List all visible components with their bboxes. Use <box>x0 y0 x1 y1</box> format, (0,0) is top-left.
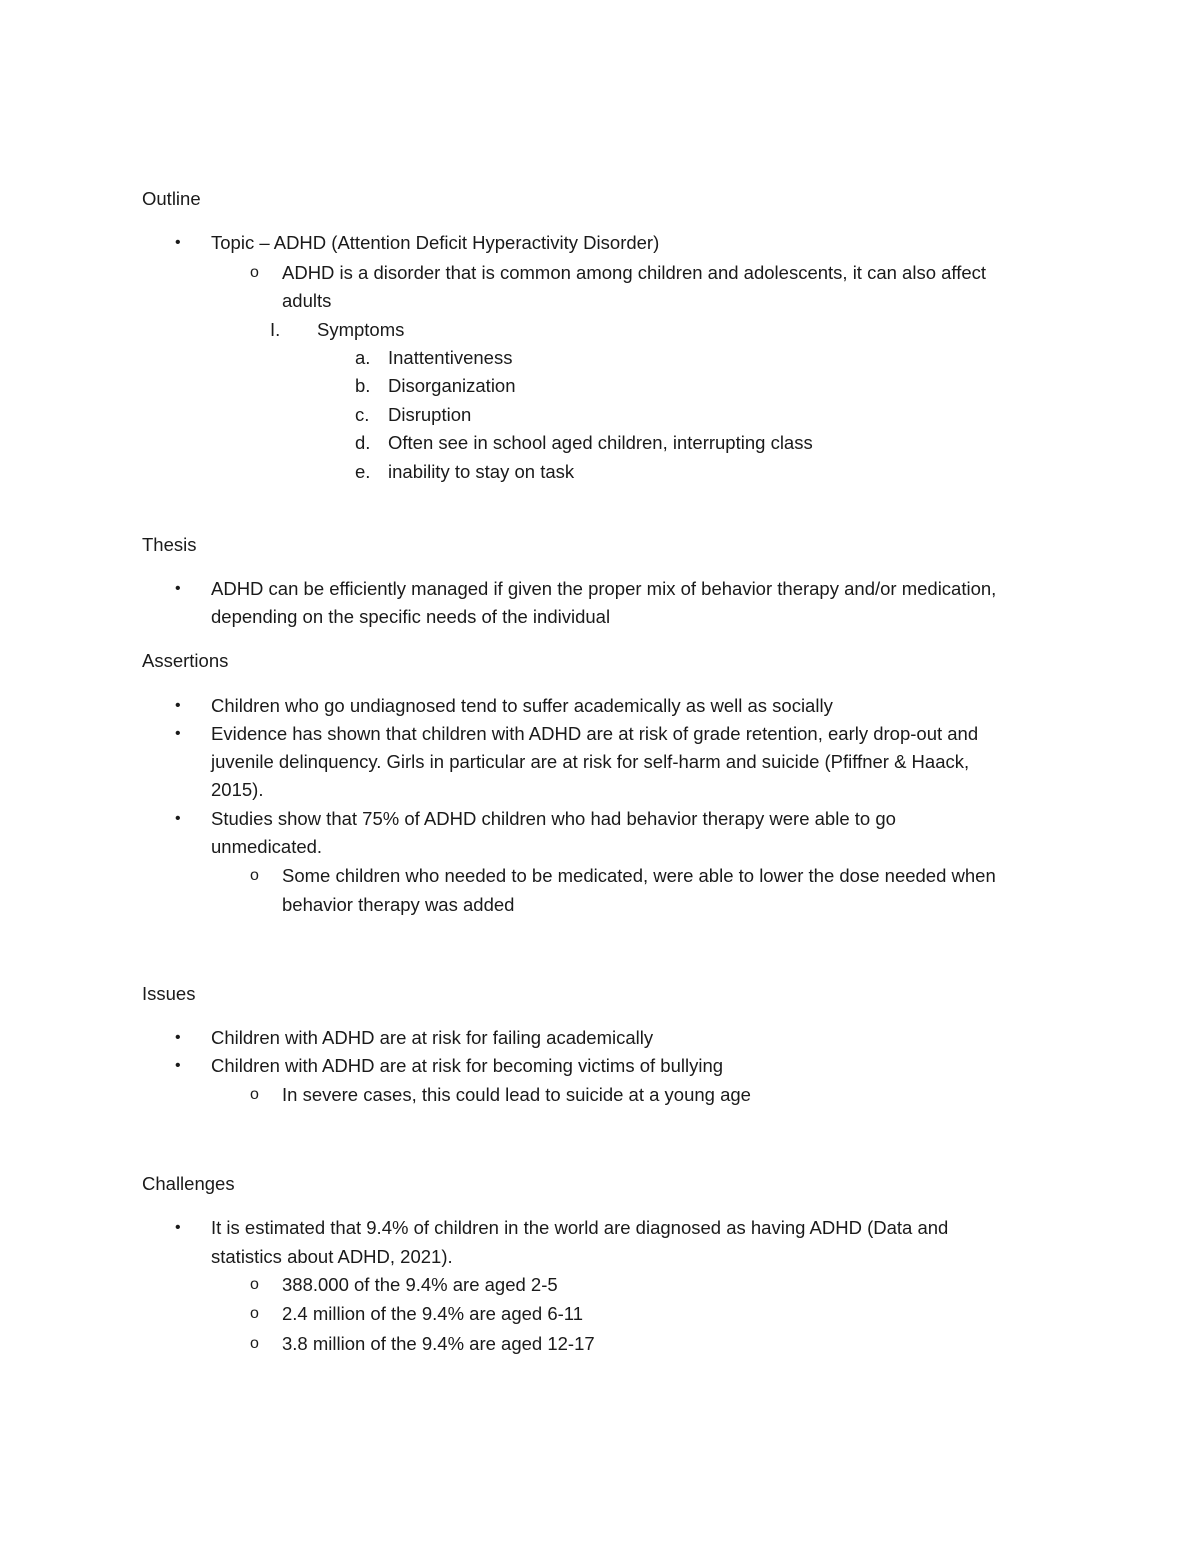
challenge-sub-item: 388.000 of the 9.4% are aged 2-5 <box>282 1274 558 1295</box>
roman-marker: I. <box>270 319 281 340</box>
outline-description-line-2: adults <box>282 290 332 311</box>
symptom-item: inability to stay on task <box>388 461 575 482</box>
symptoms-label: Symptoms <box>317 319 405 340</box>
bullet-marker: • <box>175 810 181 827</box>
sub-bullet-marker: o <box>250 867 259 884</box>
symptom-marker: d. <box>355 432 371 453</box>
assertion-item-2-line-1: Evidence has shown that children with ADHD are at risk of grade retention, early drop-out and <box>211 723 979 744</box>
thesis-line-2: depending on the specific needs of the individual <box>211 606 611 627</box>
assertion-item-1: Children who go undiagnosed tend to suffer academically as well as socially <box>211 695 833 716</box>
sub-bullet-marker: o <box>250 1086 259 1103</box>
symptom-marker: e. <box>355 461 371 482</box>
issue-item-1: Children with ADHD are at risk for failing academically <box>211 1027 654 1048</box>
bullet-marker: • <box>175 580 181 597</box>
heading-thesis: Thesis <box>142 534 197 555</box>
sub-bullet-marker: o <box>250 264 259 281</box>
heading-issues: Issues <box>142 983 196 1004</box>
heading-assertions: Assertions <box>142 650 229 671</box>
bullet-marker: • <box>175 697 181 714</box>
assertion-item-3-line-2: unmedicated. <box>211 836 323 857</box>
bullet-marker: • <box>175 234 181 251</box>
sub-bullet-marker: o <box>250 1335 259 1352</box>
challenge-item-line-2: statistics about ADHD, 2021). <box>211 1246 453 1267</box>
outline-topic: Topic – ADHD (Attention Deficit Hyperactivity Disorder) <box>211 232 660 253</box>
bullet-marker: • <box>175 1029 181 1046</box>
challenge-sub-item: 2.4 million of the 9.4% are aged 6-11 <box>282 1303 583 1324</box>
assertion-sub-line-2: behavior therapy was added <box>282 894 515 915</box>
sub-bullet-marker: o <box>250 1305 259 1322</box>
assertion-item-2-line-3: 2015). <box>211 779 264 800</box>
heading-challenges: Challenges <box>142 1173 235 1194</box>
challenge-item-line-1: It is estimated that 9.4% of children in the world are diagnosed as having ADHD (Data and <box>211 1217 949 1238</box>
assertion-sub-line-1: Some children who needed to be medicated, were able to lower the dose needed when <box>282 865 996 886</box>
bullet-marker: • <box>175 1219 181 1236</box>
symptom-item: Inattentiveness <box>388 347 513 368</box>
issue-item-2: Children with ADHD are at risk for becoming victims of bullying <box>211 1055 724 1076</box>
symptom-marker: c. <box>355 404 370 425</box>
assertion-item-2-line-2: juvenile delinquency. Girls in particular are at risk for self-harm and suicide (Pfiffner & Haack, <box>211 751 970 772</box>
issue-sub-item: In severe cases, this could lead to suicide at a young age <box>282 1084 751 1105</box>
challenge-sub-item: 3.8 million of the 9.4% are aged 12-17 <box>282 1333 595 1354</box>
thesis-line-1: ADHD can be efficiently managed if given the proper mix of behavior therapy and/or medication, <box>211 578 997 599</box>
assertion-item-3-line-1: Studies show that 75% of ADHD children who had behavior therapy were able to go <box>211 808 896 829</box>
symptom-marker: b. <box>355 375 371 396</box>
bullet-marker: • <box>175 1057 181 1074</box>
symptom-item: Disorganization <box>388 375 516 396</box>
symptom-marker: a. <box>355 347 371 368</box>
outline-description-line-1: ADHD is a disorder that is common among children and adolescents, it can also affect <box>282 262 987 283</box>
bullet-marker: • <box>175 725 181 742</box>
symptom-item: Often see in school aged children, interrupting class <box>388 432 813 453</box>
sub-bullet-marker: o <box>250 1276 259 1293</box>
heading-outline: Outline <box>142 188 201 209</box>
symptom-item: Disruption <box>388 404 472 425</box>
